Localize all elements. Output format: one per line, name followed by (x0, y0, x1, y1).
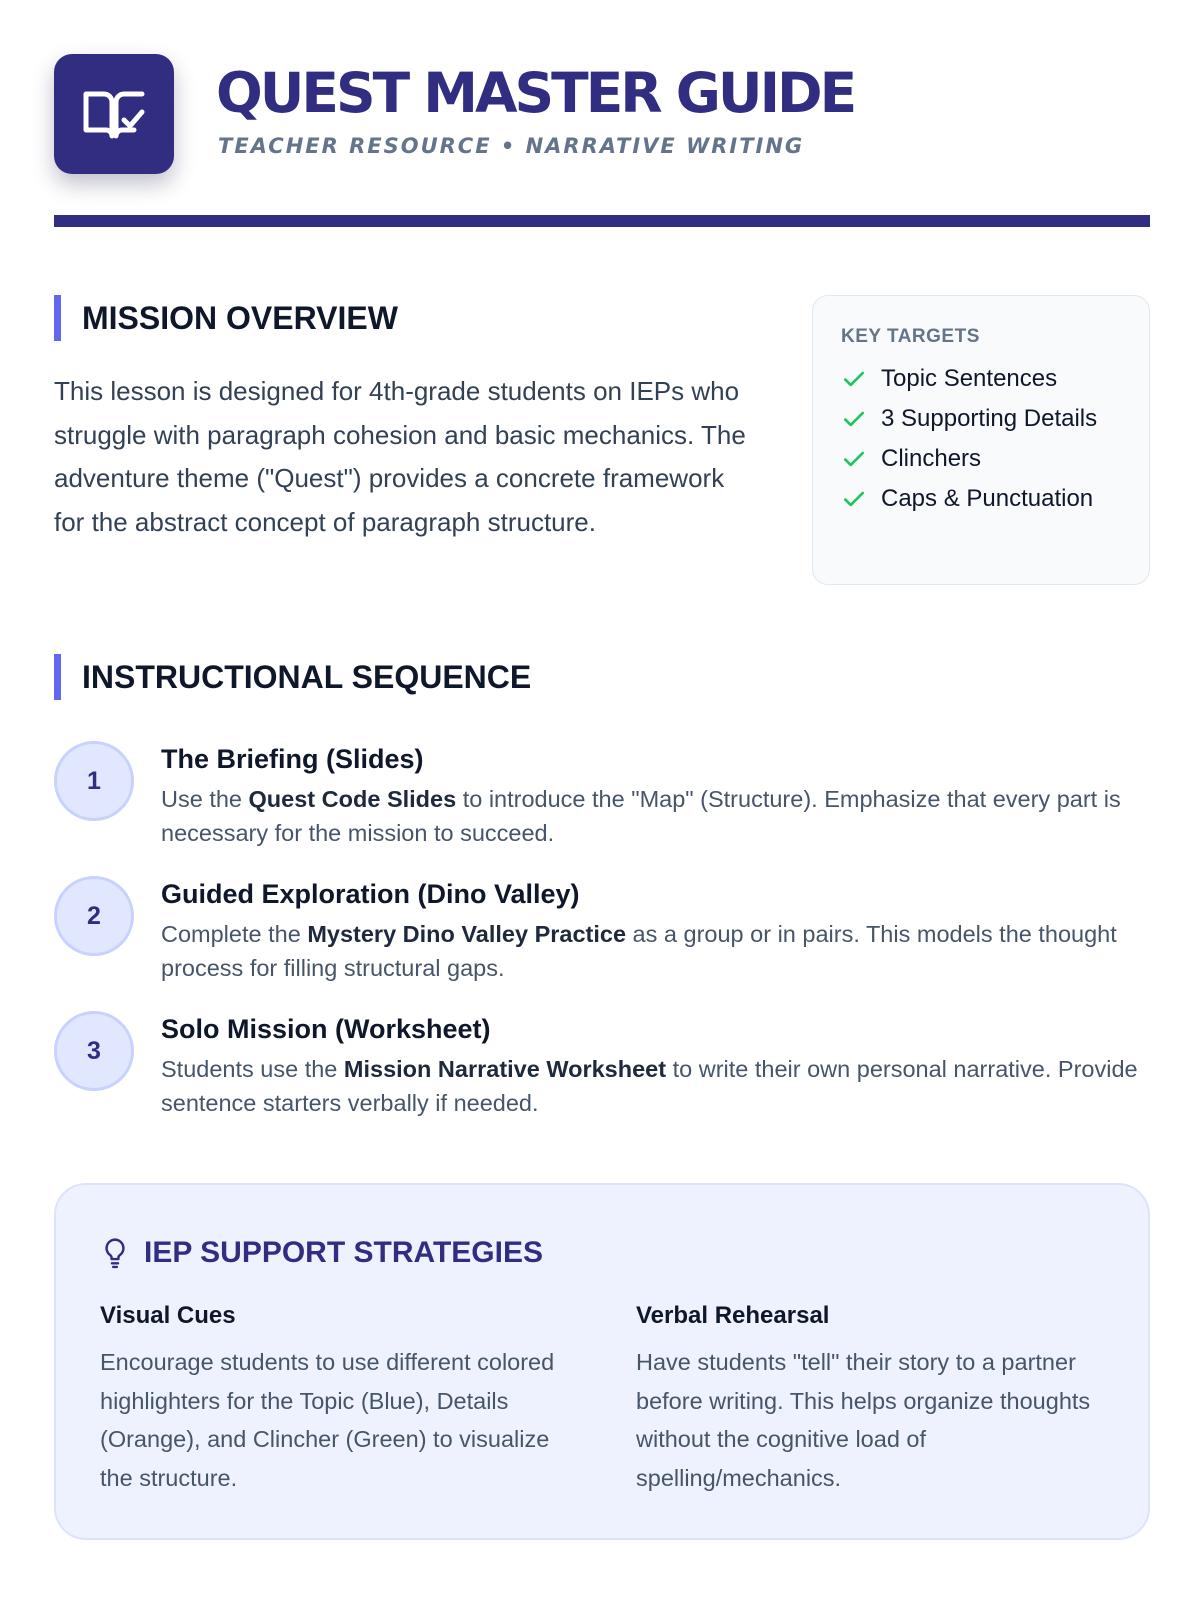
strategy-column (636, 1302, 1106, 1497)
target-item (841, 404, 1097, 434)
step-resource-name: Mystery Dino Valley Practice (307, 921, 627, 947)
iep-title: IEP SUPPORT STRATEGIES (144, 1236, 543, 1269)
key-targets-card (812, 295, 1150, 585)
page-header (54, 54, 1150, 229)
instructional-sequence-heading: INSTRUCTIONAL SEQUENCE (54, 654, 531, 700)
step-description: Use the Quest Code Slides to introduce the "Map" (Structure). Emphasize that every part is necessary for the mission to succeed. (161, 786, 1121, 846)
step-number-badge: 1 (54, 741, 134, 821)
page-title: QUEST MASTER GUIDE (216, 61, 855, 125)
check-icon (841, 446, 867, 472)
target-label: Clinchers (881, 445, 982, 472)
step-description: Students use the Mission Narrative Worksheet to write their own personal narrative. Provide sentence starters verbally if needed. (161, 1056, 1138, 1116)
key-targets-label: KEY TARGETS (841, 326, 980, 347)
step-description: Complete the Mystery Dino Valley Practice as a group or in pairs. This models the thought process for filling structural gaps. (161, 921, 1117, 981)
check-icon (841, 366, 867, 392)
check-icon (841, 486, 867, 512)
step-title: Solo Mission (Worksheet) (161, 1014, 491, 1044)
sequence-step (54, 1011, 1154, 1131)
target-label: 3 Supporting Details (881, 405, 1098, 432)
target-item (841, 484, 1093, 514)
step-resource-name: Quest Code Slides (248, 786, 457, 812)
iep-support-card (54, 1183, 1150, 1540)
strategy-title: Verbal Rehearsal (636, 1302, 830, 1329)
target-item (841, 444, 981, 474)
iep-header (100, 1233, 543, 1273)
step-title: Guided Exploration (Dino Valley) (161, 879, 580, 909)
sequence-step (54, 741, 1154, 861)
step-number-badge: 2 (54, 876, 134, 956)
step-number-badge: 3 (54, 1011, 134, 1091)
page-subtitle: TEACHER RESOURCE • NARRATIVE WRITING (218, 134, 805, 158)
mission-overview-heading: MISSION OVERVIEW (54, 295, 398, 341)
sequence-step (54, 876, 1154, 996)
header-divider (54, 215, 1150, 227)
check-icon (841, 406, 867, 432)
strategy-text: Encourage students to use different colored highlighters for the Topic (Blue), Details (Orange), and Clincher (Green) to visualize the structure. (100, 1349, 555, 1491)
step-title: The Briefing (Slides) (161, 744, 424, 774)
step-resource-name: Mission Narrative Worksheet (343, 1056, 667, 1082)
lightbulb-icon (100, 1236, 130, 1270)
logo (54, 54, 174, 174)
target-label: Caps & Punctuation (881, 485, 1094, 512)
strategy-column (100, 1302, 570, 1497)
target-label: Topic Sentences (881, 365, 1058, 392)
book-check-icon (80, 80, 148, 148)
strategy-text: Have students "tell" their story to a partner before writing. This helps organize thoughts without the cognitive load of spelling/mechanics. (636, 1349, 1091, 1491)
strategy-title: Visual Cues (100, 1302, 236, 1329)
target-item (841, 364, 1057, 394)
mission-overview-text: This lesson is designed for 4th-grade students on IEPs who struggle with paragraph cohesion and basic mechanics. The adventure theme ("Quest") provides a concrete framework for the abstract concept of paragraph structure. (54, 376, 746, 537)
